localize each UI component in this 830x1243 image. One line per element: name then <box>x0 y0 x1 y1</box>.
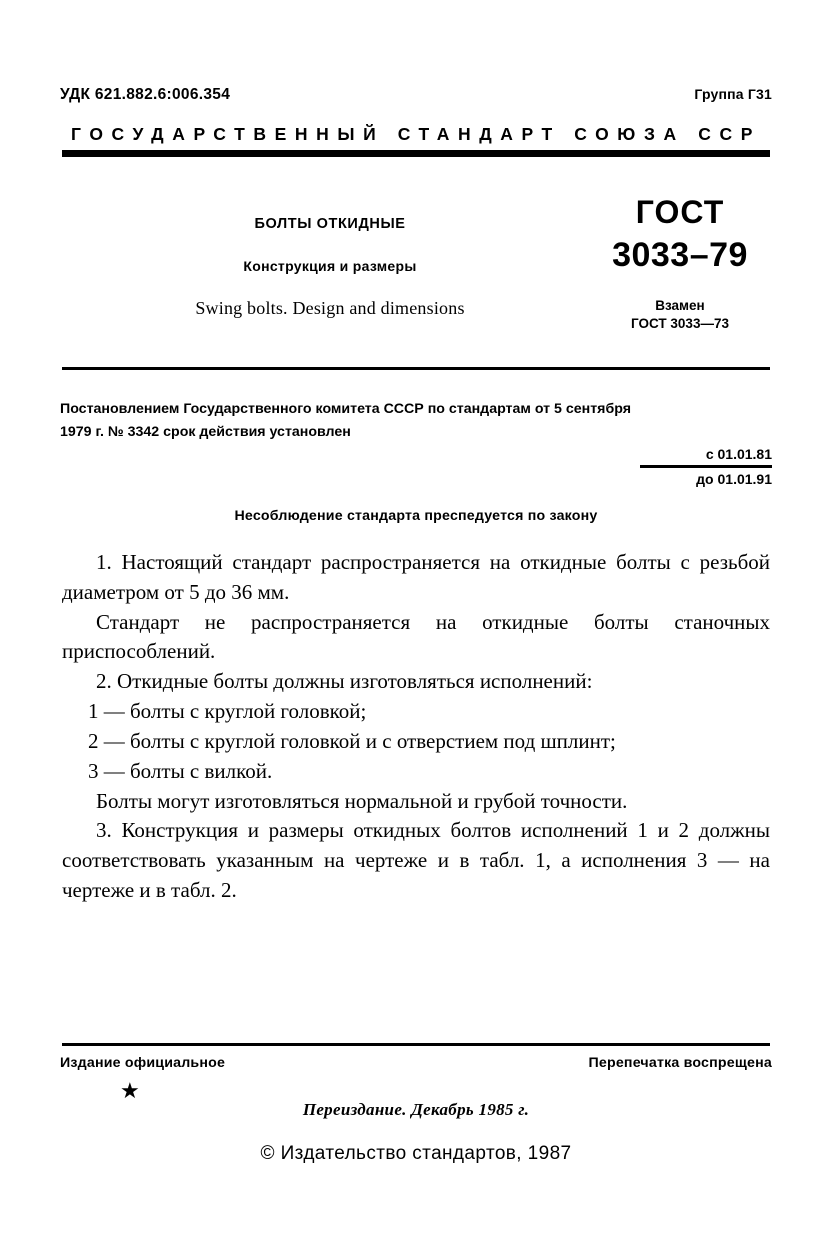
official-edition-note: Издание официальное <box>60 1055 226 1071</box>
replaces-label: Взамен <box>655 298 705 313</box>
standard-label: ГОСТ <box>635 194 725 230</box>
group-code: Группа Г31 <box>694 86 772 102</box>
replaces-value: ГОСТ 3033—73 <box>631 316 729 331</box>
state-standard-banner: ГОСУДАРСТВЕННЫЙ СТАНДАРТ СОЮЗА ССР <box>71 124 761 144</box>
copyright-line <box>60 1143 772 1165</box>
copyright-icon: © <box>260 1143 275 1164</box>
body-list-item-2: 2 — болты с круглой головкой и с отверстием под шплинт; <box>88 728 616 753</box>
body-text <box>62 548 770 906</box>
copyright-text: Издательство стандартов, 1987 <box>280 1143 572 1164</box>
body-paragraph-2: Стандарт не распространяется на откидные болты станочных приспособлений. <box>62 609 770 664</box>
body-paragraph-1: 1. Настоящий стандарт распространяется на откидные болты с резьбой диаметром от 5 до 36 мм. <box>62 550 770 604</box>
decree-block <box>60 398 772 445</box>
header-rule <box>62 150 770 157</box>
valid-to: до 01.01.91 <box>696 471 772 487</box>
validity-period <box>640 446 772 487</box>
valid-from: с 01.01.81 <box>705 446 772 462</box>
body-paragraph-5: 3. Конструкция и размеры откидных болтов исполнений 1 и 2 должны соответствовать указанным на чертеже и в табл. 1, а исполнения 3 — на чертеже и в табл. 2. <box>62 818 770 902</box>
footer-rule <box>62 1043 770 1046</box>
penalty-notice: Несоблюдение стандарта преспедуется по закону <box>234 508 598 524</box>
decree-line-1: Постановлением Государственного комитета СССР по стандартам от 5 сентября <box>60 401 631 417</box>
body-list-item-1: 1 — болты с круглой головкой; <box>88 699 367 724</box>
body-paragraph-3: 2. Откидные болты должны изготовляться исполнений: <box>96 669 593 694</box>
reprint-prohibited-note: Перепечатка воспрещена <box>588 1055 772 1071</box>
validity-separator-rule <box>640 465 772 468</box>
standard-number: 3033–79 <box>612 236 748 274</box>
document-title-ru: БОЛТЫ ОТКИДНЫЕ <box>254 216 406 232</box>
document-title-en: Swing bolts. Design and dimensions <box>195 298 465 318</box>
reissue-note: Переиздание. Декабрь 1985 г. <box>302 1100 530 1119</box>
body-paragraph-4: Болты могут изготовляться нормальной и грубой точности. <box>96 788 628 813</box>
decree-line-2: 1979 г. № 3342 срок действия установлен <box>60 424 351 441</box>
body-list-item-3: 3 — болты с вилкой. <box>88 758 273 783</box>
star-icon: ★ <box>120 1078 140 1103</box>
title-block-rule <box>62 367 770 370</box>
udk-code: УДК 621.882.6:006.354 <box>60 86 231 103</box>
document-subtitle-ru: Конструкция и размеры <box>243 258 417 274</box>
